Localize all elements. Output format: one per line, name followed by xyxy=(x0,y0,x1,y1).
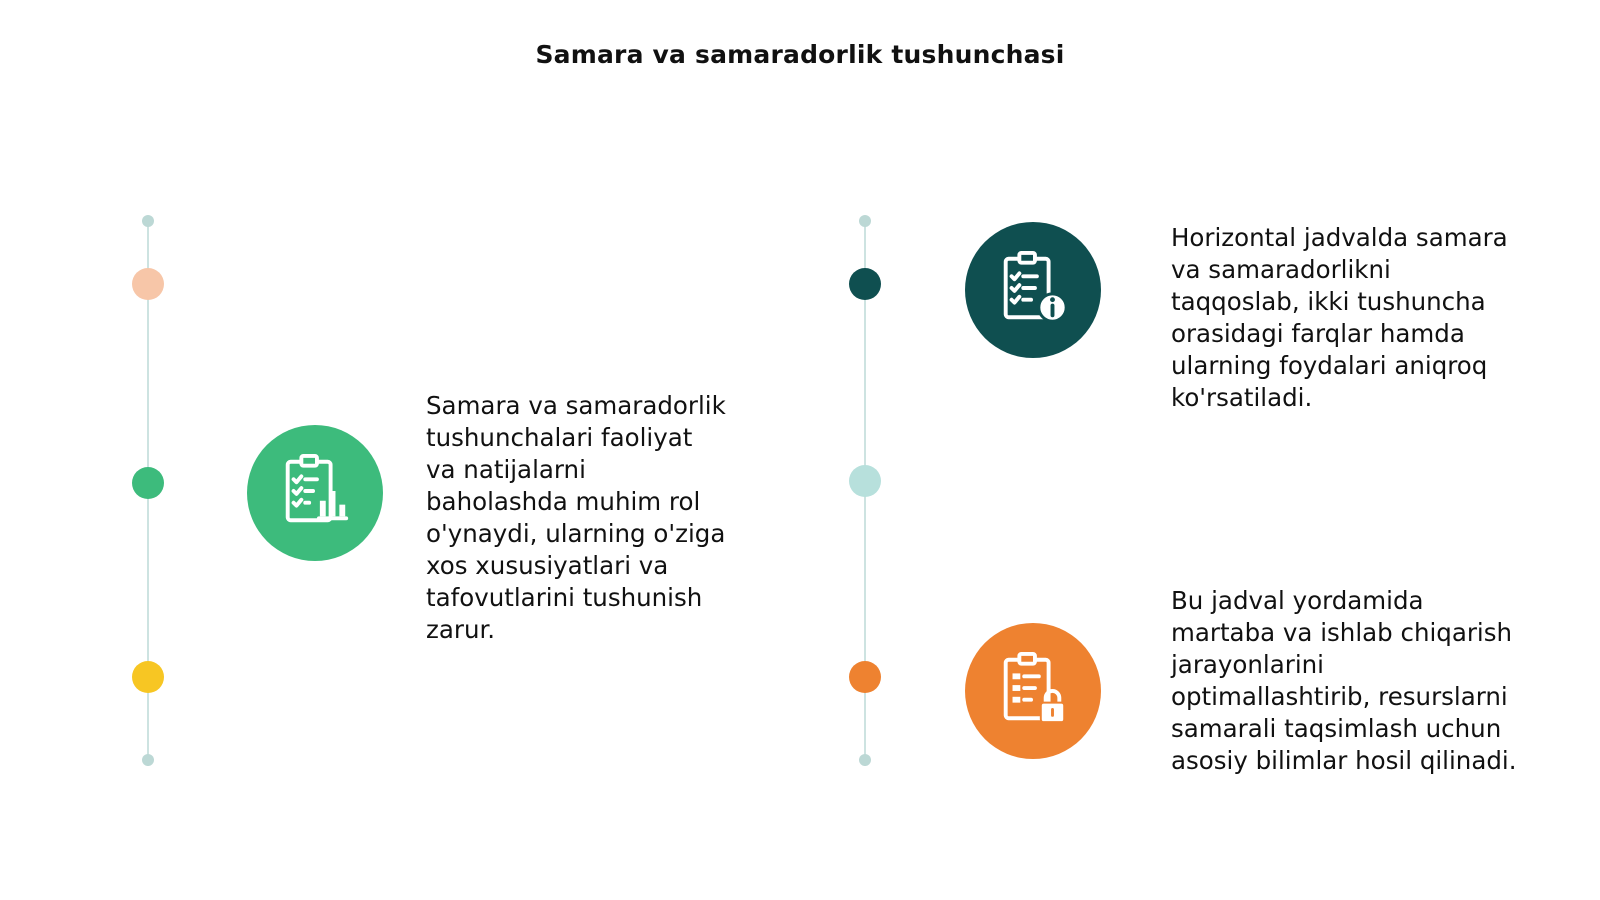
timeline-node-green xyxy=(132,467,164,499)
description-line: samarali taqsimlash uchun xyxy=(1171,714,1502,743)
timeline-node-mint xyxy=(849,465,881,497)
item-icon-badge xyxy=(965,623,1101,759)
description-line: tafovutlarini tushunish xyxy=(426,583,703,612)
timeline-start-dot xyxy=(859,215,871,227)
description-line: jarayonlarini xyxy=(1171,650,1324,679)
description-line: zarur. xyxy=(426,615,496,644)
description-line: baholashda muhim rol xyxy=(426,487,701,516)
timeline-end-dot xyxy=(142,754,154,766)
description-line: Horizontal jadvalda samara xyxy=(1171,223,1508,252)
clipboard-info-icon xyxy=(994,249,1072,331)
item-icon-badge xyxy=(247,425,383,561)
description-line: Samara va samaradorlik xyxy=(426,391,726,420)
item-icon-badge xyxy=(965,222,1101,358)
item-description xyxy=(426,390,726,646)
description-line: ularning foydalari aniqroq xyxy=(1171,351,1488,380)
description-line: xos xususiyatlari va xyxy=(426,551,669,580)
item-description xyxy=(1171,585,1517,777)
description-line: tushunchalari faoliyat xyxy=(426,423,693,452)
description-line: Bu jadval yordamida xyxy=(1171,586,1424,615)
description-line: martaba va ishlab chiqarish xyxy=(1171,618,1513,647)
description-line: optimallashtirib, resurslarni xyxy=(1171,682,1508,711)
clipboard-lock-icon xyxy=(994,650,1072,732)
timeline-left xyxy=(128,215,168,770)
timeline-node-teal xyxy=(849,268,881,300)
timeline-end-dot xyxy=(859,754,871,766)
description-line: o'ynaydi, ularning o'ziga xyxy=(426,519,726,548)
timeline-start-dot xyxy=(142,215,154,227)
description-line: va samaradorlikni xyxy=(1171,255,1391,284)
timeline-node-orange xyxy=(849,661,881,693)
description-line: ko'rsatiladi. xyxy=(1171,383,1313,412)
timeline-right xyxy=(845,215,885,770)
description-line: asosiy bilimlar hosil qilinadi. xyxy=(1171,746,1517,775)
item-description xyxy=(1171,222,1508,414)
page-title: Samara va samaradorlik tushunchasi xyxy=(535,40,1065,69)
timeline-node-peach xyxy=(132,268,164,300)
description-line: va natijalarni xyxy=(426,455,586,484)
clipboard-chart-icon xyxy=(276,452,354,534)
timeline-node-yellow xyxy=(132,661,164,693)
description-line: orasidagi farqlar hamda xyxy=(1171,319,1465,348)
description-line: taqqoslab, ikki tushuncha xyxy=(1171,287,1486,316)
